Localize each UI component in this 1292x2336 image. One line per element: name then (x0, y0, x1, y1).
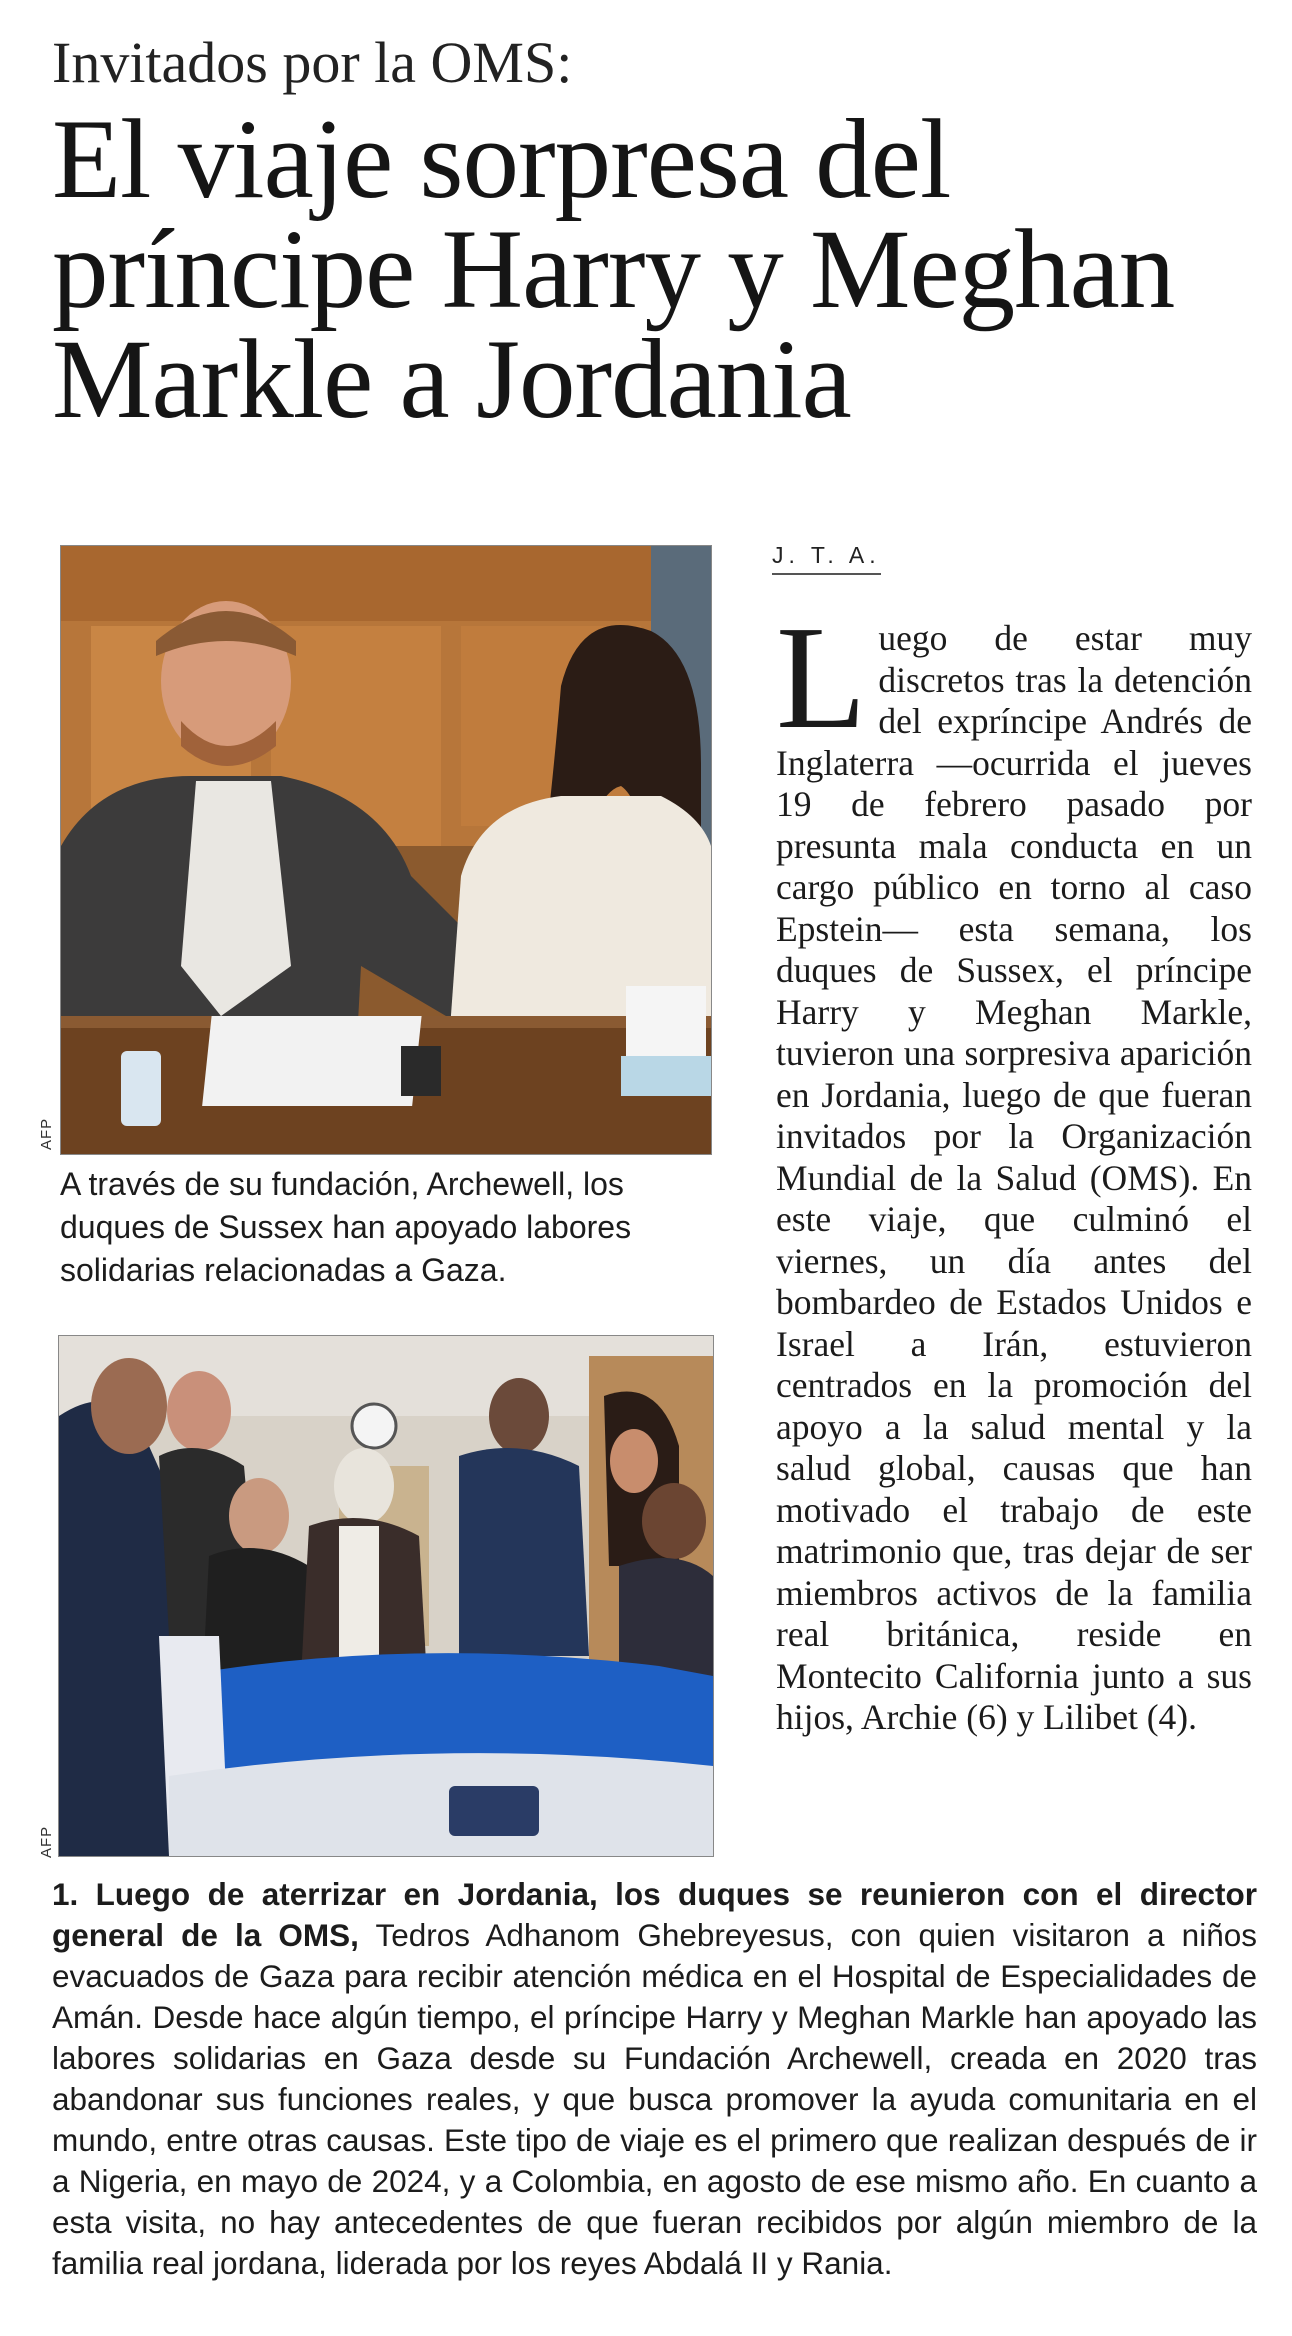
photo1-caption: A través de su fundación, Archewell, los duques de Sussex han apoyado labores solidarias relacionadas a Gaza. (60, 1166, 632, 1288)
article-body-text: uego de estar muy discretos tras la detención del expríncipe Andrés de Inglaterra —ocurrida el jueves 19 de febrero pasado por presunta mala conducta en un cargo público en torno al caso Epstein— esta semana, los duques de Sussex, el príncipe Harry y Meghan Markle, tuvieron una sorpresiva aparición en Jordania, luego de que fueran invitados por la Organización Mundial de la Salud (OMS). En este viaje, que culminó el viernes, un día antes del bombardeo de Estados Unidos e Israel a Irán, estuvieron centrados en la promoción del apoyo a la salud mental y la salud global, causas que han motivado el trabajo de este matrimonio que, tras dejar de ser miembros activos de la familia real británica, reside en Montecito California junto a sus hijos, Archie (6) y Lilibet (4). (776, 618, 1252, 1737)
photo2-caption (52, 1874, 1257, 2284)
photo-hospital (58, 1335, 714, 1857)
kicker: Invitados por la OMS: (52, 30, 573, 95)
byline: J. T. A. (772, 542, 881, 575)
photo2-caption-text: Tedros Adhanom Ghebreyesus, con quien visitaron a niños evacuados de Gaza para recibir atención médica en el Hospital de Especialidades de Amán. Desde hace algún tiempo, el príncipe Harry y Meghan Markle han apoyado las labores solidarias en Gaza desde su Fundación Archewell, creada en 2020 tras abandonar sus funciones reales, y que busca promover la ayuda comunitaria en el mundo, entre otras causas. Este tipo de viaje es el primero que realizan después de ir a Nigeria, en mayo de 2024, y a Colombia, en agosto de ese mismo año. En cuanto a esta visita, no hay antecedentes de que fueran recibidos por algún miembro de la familia real jordana, liderada por los reyes Abdalá II y Rania. (52, 1917, 1257, 2281)
article-body (776, 596, 1252, 1739)
photo1-credit: AFP (38, 1117, 55, 1150)
dropcap: L (776, 596, 867, 760)
photo2-credit: AFP (38, 1825, 55, 1858)
headline: El viaje sorpresa del príncipe Harry y Meghan Markle a Jordania (52, 97, 1175, 442)
photo-meeting (60, 545, 712, 1155)
photo2-caption-lead: 1. Luego de aterrizar en Jordania, los duques se reunieron con el director general de la OMS, (52, 1876, 1257, 1953)
